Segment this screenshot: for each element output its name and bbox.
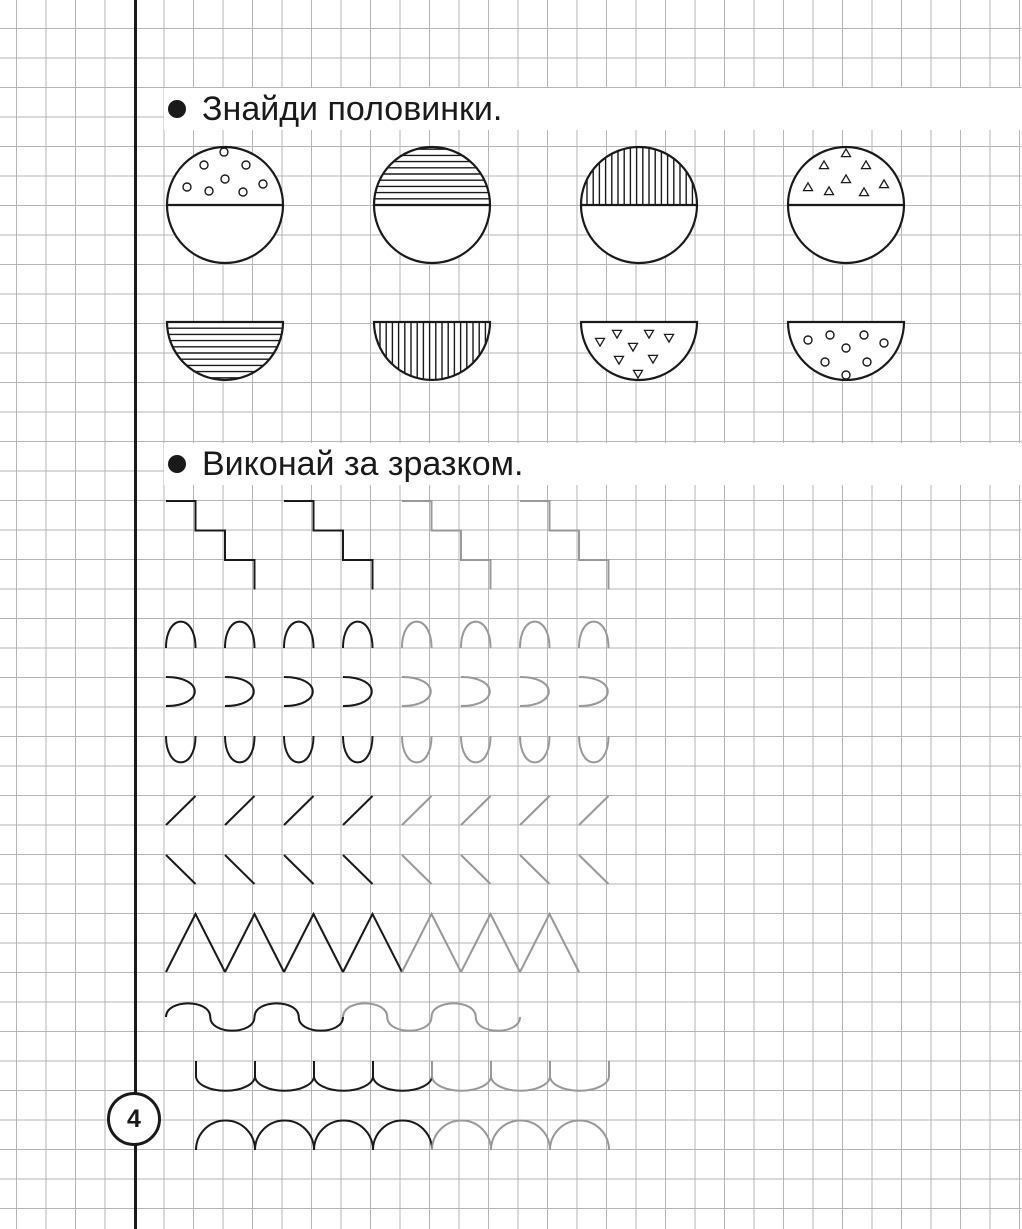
upper-arch: [166, 622, 196, 648]
side-arc: [579, 677, 608, 706]
half-circle-figure: [788, 322, 904, 380]
upper-arch: [343, 622, 373, 648]
side-arc: [461, 677, 490, 706]
upper-arch: [520, 622, 550, 648]
lower-arch: [284, 736, 314, 762]
dome-arc: [314, 1121, 373, 1151]
diagonal-stroke: [225, 796, 255, 825]
upper-arch: [225, 622, 255, 648]
dome-arc: [373, 1121, 432, 1151]
zigzag-peak: [343, 914, 402, 972]
zigzag-peak: [520, 914, 579, 972]
staircase-step: [284, 501, 373, 590]
side-arc: [402, 677, 431, 706]
upper-arch: [284, 622, 314, 648]
zigzag-peak: [284, 914, 343, 972]
diagonal-stroke: [402, 796, 432, 825]
diagonal-stroke: [461, 796, 491, 825]
bowl-arc: [550, 1061, 609, 1091]
wave-segment: [343, 1003, 432, 1030]
half-circle-figure: [581, 322, 697, 380]
diagonal-stroke: [520, 855, 550, 884]
dome-arc: [432, 1121, 491, 1151]
lower-arch: [343, 736, 373, 762]
zigzag-peak: [461, 914, 520, 972]
staircase-step: [520, 501, 609, 590]
side-arc: [166, 677, 195, 706]
upper-arch: [461, 622, 491, 648]
half-circle-figure: [167, 322, 283, 380]
half-circle-figure: [374, 322, 490, 380]
bowl-arc: [314, 1061, 373, 1091]
staircase-step: [166, 501, 255, 590]
upper-arch: [579, 622, 609, 648]
wave-segment: [255, 1003, 344, 1030]
dome-arc: [196, 1121, 255, 1151]
half-outline: [581, 322, 697, 380]
dome-arc: [550, 1121, 609, 1151]
diagonal-stroke: [343, 796, 373, 825]
dome-arc: [491, 1121, 550, 1151]
diagonal-stroke: [343, 855, 373, 884]
task2-title: Виконай за зразком.: [202, 444, 524, 483]
trace-patterns: [166, 501, 609, 1150]
side-arc: [284, 677, 313, 706]
side-arc: [225, 677, 254, 706]
diagonal-stroke: [461, 855, 491, 884]
dome-arc: [255, 1121, 314, 1151]
diagonal-stroke: [579, 796, 609, 825]
diagonal-stroke: [166, 855, 196, 884]
diagonal-stroke: [284, 855, 314, 884]
circle-figure: [788, 147, 904, 263]
upper-arch: [402, 622, 432, 648]
diagonal-stroke: [225, 855, 255, 884]
zigzag-peak: [225, 914, 284, 972]
task1-title: Знайди половинки.: [202, 89, 503, 128]
diagonal-stroke: [520, 796, 550, 825]
diagonal-stroke: [284, 796, 314, 825]
bowl-arc: [255, 1061, 314, 1091]
staircase-step: [402, 501, 491, 590]
halves-figures: [167, 147, 904, 380]
wave-segment: [432, 1003, 521, 1030]
page-number: 4: [107, 1092, 161, 1146]
bowl-arc: [491, 1061, 550, 1091]
lower-arch: [461, 736, 491, 762]
wave-segment: [166, 1003, 255, 1030]
lower-arch: [520, 736, 550, 762]
diagonal-stroke: [579, 855, 609, 884]
zigzag-peak: [166, 914, 225, 972]
bowl-arc: [196, 1061, 255, 1091]
lower-arch: [579, 736, 609, 762]
lower-arch: [166, 736, 196, 762]
circle-figure: [374, 147, 490, 263]
circle-figure: [581, 147, 697, 263]
circle-figure: [167, 147, 283, 263]
zigzag-peak: [402, 914, 461, 972]
side-arc: [343, 677, 372, 706]
diagonal-stroke: [166, 796, 196, 825]
lower-arch: [402, 736, 432, 762]
side-arc: [520, 677, 549, 706]
bowl-arc: [432, 1061, 491, 1091]
lower-arch: [225, 736, 255, 762]
bowl-arc: [373, 1061, 432, 1091]
diagonal-stroke: [402, 855, 432, 884]
